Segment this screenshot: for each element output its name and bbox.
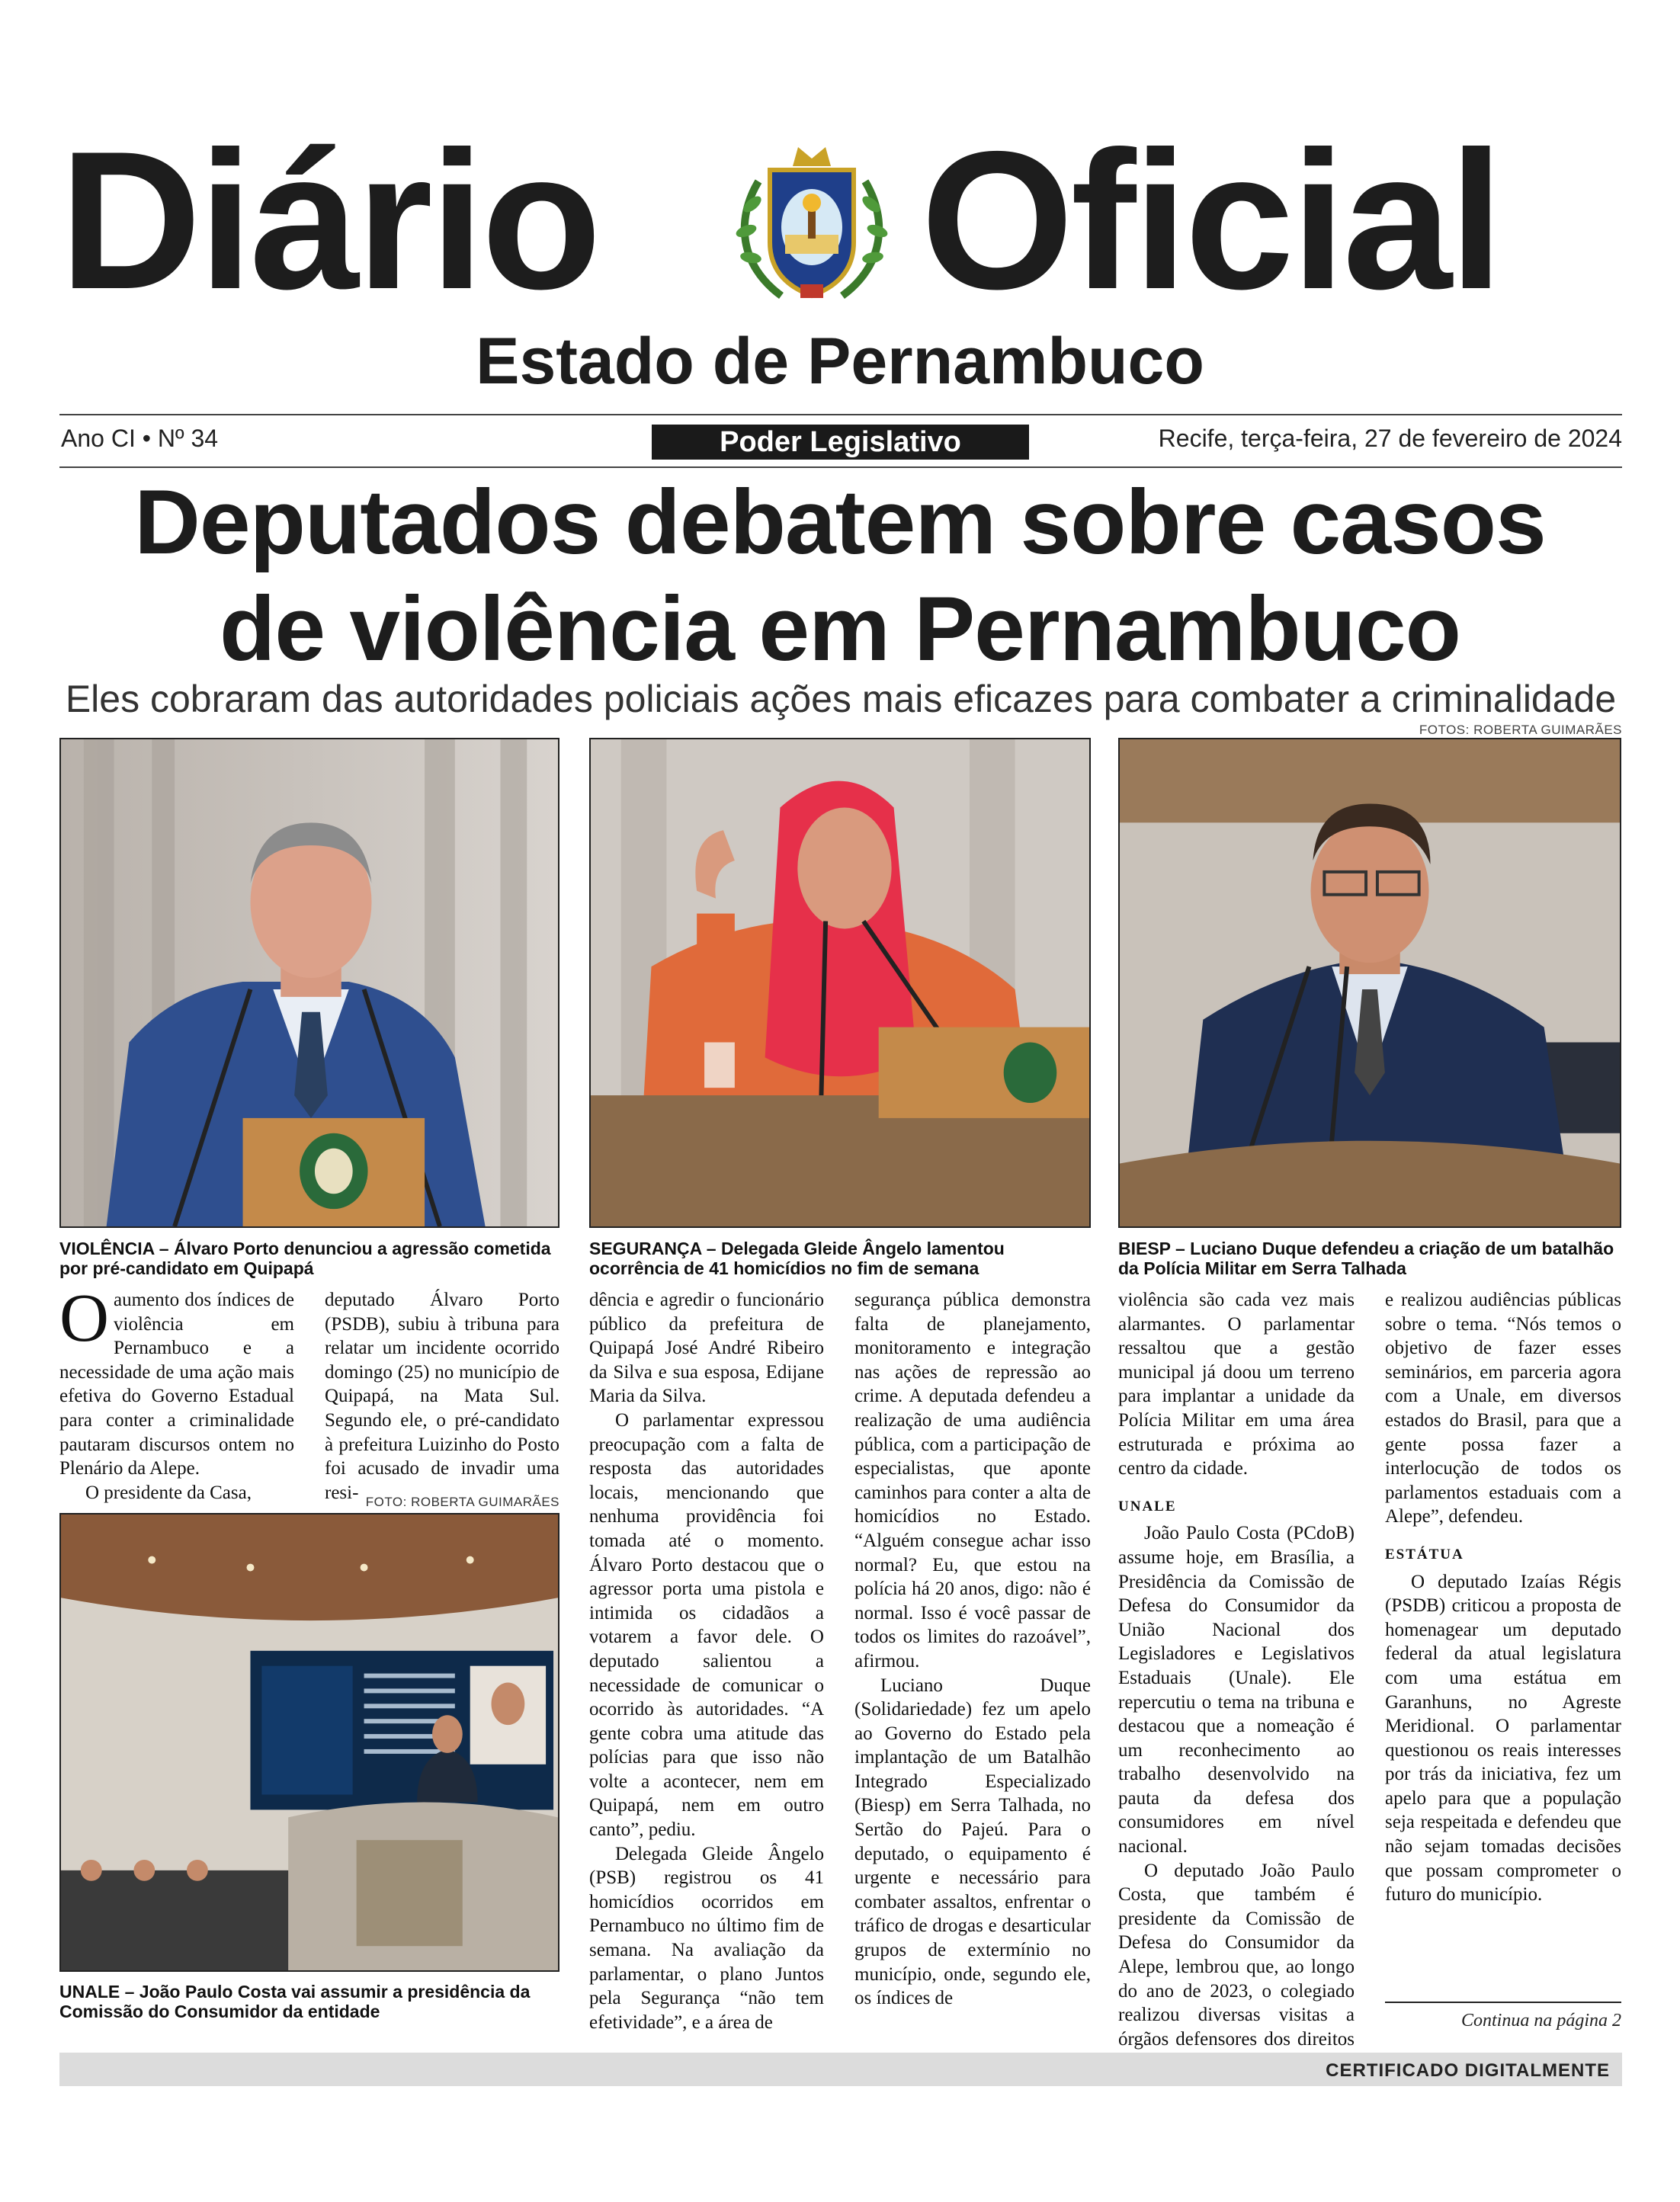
- article-paragraph: O deputado Izaías Régis (PSDB) criticou a proposta de homenagear um deputado federal da atual legislatura com uma estátua em Garanhuns, no Agreste Meridional. O parlamentar questionou os reais interesses por trás da iniciativa, fez um apelo para que a população seja respeitada e defendeu que não sejam tomadas decisões que possam comprometer o futuro do município.: [1385, 1571, 1621, 1906]
- edition-number: Ano CI • Nº 34: [61, 425, 219, 452]
- article-paragraph: O parlamentar expressou preocupação com a falta de resposta das autoridades locais, mencionando que nenhuma providência foi tomada até o momento. Álvaro Porto destacou que o agressor porta uma pistola e intimida os cidadãos a votarem a favor dele. O deputado salientou a necessidade de comunicar o ocorrido às autoridades. “A gente cobra uma atitude das polícias para que isso não volte a acontecer, nem em Quipapá, nem em outro canto”, pediu.: [589, 1409, 824, 1841]
- photo-credit-unale: FOTO: ROBERTA GUIMARÃES: [365, 1495, 559, 1509]
- article-column-4: [854, 1288, 1091, 2011]
- masthead-title-left: Diário: [59, 110, 599, 330]
- article-paragraph: segurança pública demonstra falta de planejamento, monitoramento e integração nas ações de repressão ao crime. A deputada defendeu a realização de uma audiência pública, com a participação de especialistas, que aponte caminhos para conter a alta de homicídios no Estado. “Alguém consegue achar isso normal? Eu, que estou na polícia há 20 anos, digo: não é normal. Isso é você passar de todos os limites do razoável”, afirmou.: [854, 1290, 1091, 1672]
- digital-certificate-label: CERTIFICADO DIGITALMENTE: [1326, 2060, 1610, 2081]
- article-column-6: [1385, 1288, 1621, 1907]
- caption-photo-3: BIESP – Luciano Duque defendeu a criação de um batalhão da Polícia Militar em Serra Talhada: [1118, 1239, 1614, 1278]
- article-column-5: [1118, 1288, 1355, 2075]
- article-paragraph: aumento dos índices de violência em Pernambuco e a necessidade de uma ação mais efetiva do Governo Estadual para conter a criminalidade pautaram discursos ontem no Plenário da Alepe.: [59, 1290, 294, 1479]
- caption-photo-4: UNALE – João Paulo Costa vai assumir a presidência da Comissão do Consumidor da entidade: [59, 1982, 531, 2021]
- section-label: Poder Legislativo: [652, 425, 1029, 460]
- dateline: Recife, terça-feira, 27 de fevereiro de 2024: [1158, 425, 1622, 452]
- article-column-3: [589, 1288, 824, 2034]
- article-paragraph: O deputado João Paulo Costa, que também é presidente da Comissão de Defesa do Consumidor da Alepe, lembrou que, ao longo do ano de 2023, o colegiado realizou diversas visitas a órgãos defensores dos direitos: [1118, 1860, 1355, 2050]
- pernambuco-coat-of-arms-icon: [728, 136, 896, 307]
- photo-plenary-joao-paulo-costa: [59, 1513, 559, 1972]
- headline-line-2: de violência em Pernambuco: [220, 578, 1460, 680]
- subhead-unale: UNALE: [1118, 1498, 1177, 1514]
- top-rule: [59, 414, 1622, 415]
- photo-gleide-angelo: [589, 738, 1091, 1228]
- article-column-1: [59, 1280, 294, 1505]
- bottom-rule: [59, 466, 1622, 468]
- caption-photo-2: SEGURANÇA – Delegada Gleide Ângelo lamentou ocorrência de 41 homicídios no fim de semana: [589, 1239, 1005, 1278]
- drop-cap: O: [59, 1280, 109, 1356]
- article-paragraph: e realizou audiências públicas sobre o tema. “Nós temos o objetivo de fazer esses seminários, em parceria agora com a Unale, em diversos estados do Brasil, para que a gente possa fazer a interlocução de todos os parlamentos estaduais com a Alepe”, defendeu.: [1385, 1290, 1621, 1527]
- article-paragraph: O presidente da Casa,: [85, 1482, 252, 1503]
- article-paragraph: Luciano Duque (Solidariedade) fez um apelo ao Governo do Estado pela implantação de um Batalhão Integrado Especializado (Biesp) em Serra Talhada, no Sertão do Pajeú. Para o deputado, o equipamento é urgente e necessário para combater assaltos, enfrentar o tráfico de drogas e desarticular grupos de extermínio no município, onde, segundo ele, os índices de: [854, 1675, 1091, 2009]
- article-paragraph: deputado Álvaro Porto (PSDB), subiu à tribuna para relatar um incidente ocorrido domingo (25) no município de Quipapá, na Mata Sul. Segundo ele, o pré-candidato à prefeitura Luizinho do Posto foi acusado de invadir uma resi-: [325, 1290, 559, 1503]
- headline-deck: Eles cobraram das autoridades policiais ações mais eficazes para combater a criminalidade: [65, 678, 1617, 720]
- caption-photo-1: VIOLÊNCIA – Álvaro Porto denunciou a agressão cometida por pré-candidato em Quipapá: [59, 1239, 551, 1278]
- masthead-subtitle: Estado de Pernambuco: [476, 325, 1204, 398]
- continued-rule: [1385, 2002, 1621, 2003]
- continued-link[interactable]: Continua na página 2: [1460, 2011, 1621, 2031]
- photo-credit: FOTOS: ROBERTA GUIMARÃES: [1419, 723, 1622, 737]
- article-paragraph: dência e agredir o funcionário público da prefeitura de Quipapá José André Ribeiro da Silva e sua esposa, Edijane Maria da Silva.: [589, 1290, 824, 1407]
- photo-alvaro-porto: [59, 738, 559, 1228]
- article-paragraph: violência são cada vez mais alarmantes. O parlamentar ressaltou que a gestão municipal já doou um terreno para implantar a unidade da Polícia Militar em uma área estruturada e próxima ao centro da cidade.: [1118, 1290, 1355, 1479]
- photo-luciano-duque: [1118, 738, 1621, 1228]
- article-paragraph: Delegada Gleide Ângelo (PSB) registrou os 41 homicídios ocorridos em Pernambuco no último fim de semana. Na avaliação da parlamentar, o plano Juntos pela Segurança “não tem efetividade”, e a área de: [589, 1843, 824, 2033]
- headline-line-1: Deputados debatem sobre casos: [134, 471, 1546, 573]
- subhead-estatua: ESTÁTUA: [1385, 1546, 1464, 1563]
- masthead-title-right: Oficial: [921, 110, 1501, 330]
- article-column-2: [325, 1288, 559, 1505]
- article-paragraph: João Paulo Costa (PCdoB) assume hoje, em Brasília, a Presidência da Comissão de Defesa do Consumidor da União Nacional dos Legisladores e Legislativos Estaduais (Unale). Ele repercutiu o tema na tribuna e destacou que a nomeação é um reconhecimento ao trabalho desenvolvido na pauta da defesa dos consumidores em nível nacional.: [1118, 1523, 1355, 1857]
